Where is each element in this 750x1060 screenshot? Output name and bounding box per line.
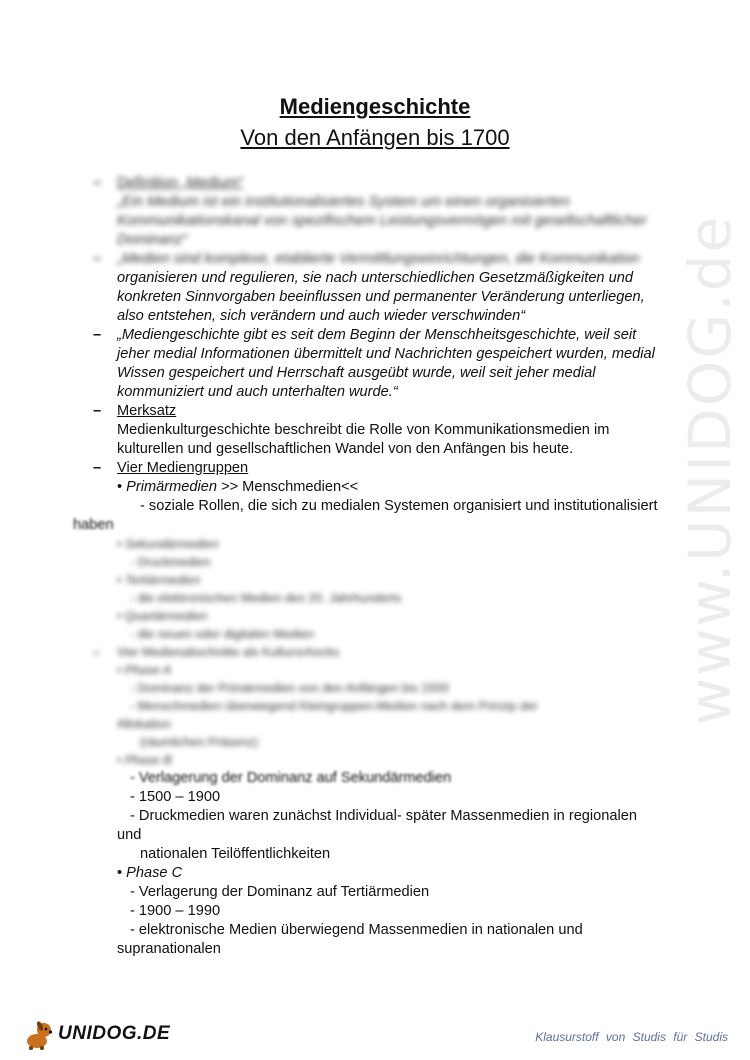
page-subtitle: Von den Anfängen bis 1700 [240, 125, 510, 150]
footer-logo[interactable] [22, 1016, 170, 1052]
text-segment: organisieren und regulieren, sie nach unterschiedlichen Gesetzmäßigkeiten und [117, 270, 633, 286]
text-segment: Primärmedien [126, 479, 218, 495]
text-line [0, 497, 750, 516]
text-line [0, 193, 750, 212]
text-segment: nationalen Teilöffentlichkeiten [140, 846, 331, 862]
text-line [0, 288, 750, 307]
text-segment: kulturellen und gesellschaftlichen Wandel von den Anfängen bis heute. [117, 441, 574, 457]
text-segment: Phase C [126, 865, 183, 881]
text-segment: also entstehen, sich verändern und auch wieder verschwinden“ [117, 308, 526, 324]
text-segment: Dominanz“ [117, 232, 188, 248]
text-segment: - Druckmedien [130, 555, 211, 569]
text-segment: • [117, 753, 125, 767]
text-segment: jeher medial Informationen übermittelt und Nachrichten gespeichert wurden, medial [117, 346, 655, 362]
text-line [0, 553, 750, 571]
bullet-item [0, 326, 750, 345]
dog-logo-icon [22, 1017, 56, 1051]
bullet-item [0, 174, 750, 193]
bullet-item [0, 402, 750, 421]
text-segment: Tertiärmedien [124, 573, 201, 587]
text-segment: - soziale Rollen, die sich zu medialen Systemen organisiert und institutionalisiert [140, 498, 658, 514]
text-line [0, 535, 750, 553]
text-line [0, 440, 750, 459]
text-segment: Phase A [124, 663, 172, 677]
text-segment: - elektronische Medien überwiegend Massenmedien in nationalen und [130, 922, 583, 938]
bullet-dash: – [93, 175, 102, 191]
text-line [0, 212, 750, 231]
text-segment: supranationalen [117, 941, 221, 957]
text-line [0, 788, 750, 807]
text-line [0, 769, 750, 788]
text-segment: konkreten Sinnvorgaben beeinflussen und permanenter Veränderung unterliegen, [117, 289, 645, 305]
text-segment: Definition „Medium“ [117, 175, 244, 191]
text-line [0, 715, 750, 733]
bullet-dash: – [93, 327, 102, 343]
text-segment: Kommunikationskanal von spezifischem Leistungsvermögen mit gesellschaftlicher [117, 213, 647, 229]
text-segment: • [117, 479, 127, 495]
text-segment: Wissen gespeichert und Herrschaft ausgeübt wurde, weil seit jeher medial [117, 365, 596, 381]
text-line [0, 307, 750, 326]
text-segment: „Medien sind komplexe, etablierte Vermittlungseinrichtungen, die Kommunikation [117, 251, 640, 267]
text-segment: - 1500 – 1900 [130, 789, 221, 805]
text-segment: „Mediengeschichte gibt es seit dem Beginn der Menschheitsgeschichte, weil seit [117, 327, 637, 343]
text-line [0, 921, 750, 940]
text-line [0, 478, 750, 497]
watermark: www.UNIDOG.de [676, 214, 744, 726]
title-block [0, 92, 750, 154]
bullet-item [0, 250, 750, 269]
text-segment: • [117, 609, 125, 623]
text-segment: - Menschmedien überwiegend Kleingruppen-Medien nach dem Prinzip der [130, 699, 538, 713]
bullet-dash: – [93, 460, 102, 476]
text-segment: - die neuen oder digitalen Medien [130, 627, 314, 641]
text-segment: • [117, 663, 125, 677]
text-segment: - die elektronischen Medien des 20. Jahrhunderts [130, 591, 402, 605]
text-segment: • [117, 537, 125, 551]
text-segment: „Ein Medium ist ein institutionalisiertes System um einen organisierten [117, 194, 570, 210]
text-segment: Vier Mediengruppen [117, 460, 249, 476]
page-title: Mediengeschichte [279, 94, 471, 119]
text-line [0, 733, 750, 751]
text-segment: - Verlagerung der Dominanz auf Tertiärmedien [130, 884, 430, 900]
text-line [0, 269, 750, 288]
text-segment: Merksatz [117, 403, 177, 419]
text-line [0, 571, 750, 589]
text-segment: - Druckmedien waren zunächst Individual- später Massenmedien in regionalen [130, 808, 637, 824]
text-segment: Sekundärmedien [124, 537, 219, 551]
text-segment: Medienkulturgeschichte beschreibt die Rolle von Kommunikationsmedien im [117, 422, 610, 438]
bullet-dash: – [93, 645, 100, 659]
text-segment: Phase B [124, 753, 172, 767]
document-body [0, 174, 750, 959]
text-line [0, 231, 750, 250]
text-line [0, 364, 750, 383]
text-segment: Vier Medienabschnitte als Kulturschocks [117, 645, 340, 659]
text-line [0, 751, 750, 769]
text-line [0, 661, 750, 679]
text-line [0, 940, 750, 959]
text-segment: - Dominanz der Primärmedien von den Anfängen bis 1500 [130, 681, 449, 695]
text-line [0, 807, 750, 826]
text-line [0, 826, 750, 845]
text-line [0, 421, 750, 440]
text-segment: Quartärmedien [124, 609, 208, 623]
text-segment: - 1900 – 1990 [130, 903, 221, 919]
text-line [0, 383, 750, 402]
text-line [0, 902, 750, 921]
text-line [0, 845, 750, 864]
text-line [0, 516, 750, 535]
text-segment: (räumlichen Präsenz) [140, 735, 258, 749]
bullet-item [0, 459, 750, 478]
text-segment: und [117, 827, 142, 843]
bullet-dash: – [93, 251, 102, 267]
text-segment: haben [73, 517, 114, 533]
text-line [0, 625, 750, 643]
bullet-item [0, 643, 750, 661]
logo-text: UNIDOG.DE [58, 1023, 171, 1044]
text-line [0, 589, 750, 607]
text-line [0, 345, 750, 364]
text-line [0, 607, 750, 625]
text-segment: • [117, 865, 127, 881]
text-segment: >> Menschmedien<< [217, 479, 359, 495]
text-segment: • [117, 573, 125, 587]
text-segment: kommuniziert und auch unterhalten wurde.“ [117, 384, 398, 400]
text-line [0, 883, 750, 902]
footer-tagline: Klausurstoff von Studis für Studis [535, 1030, 728, 1044]
text-line [0, 864, 750, 883]
bullet-dash: – [93, 403, 102, 419]
text-line [0, 697, 750, 715]
text-line [0, 679, 750, 697]
text-segment: Allokation [117, 717, 171, 731]
text-segment: - Verlagerung der Dominanz auf Sekundärmedien [130, 770, 452, 786]
